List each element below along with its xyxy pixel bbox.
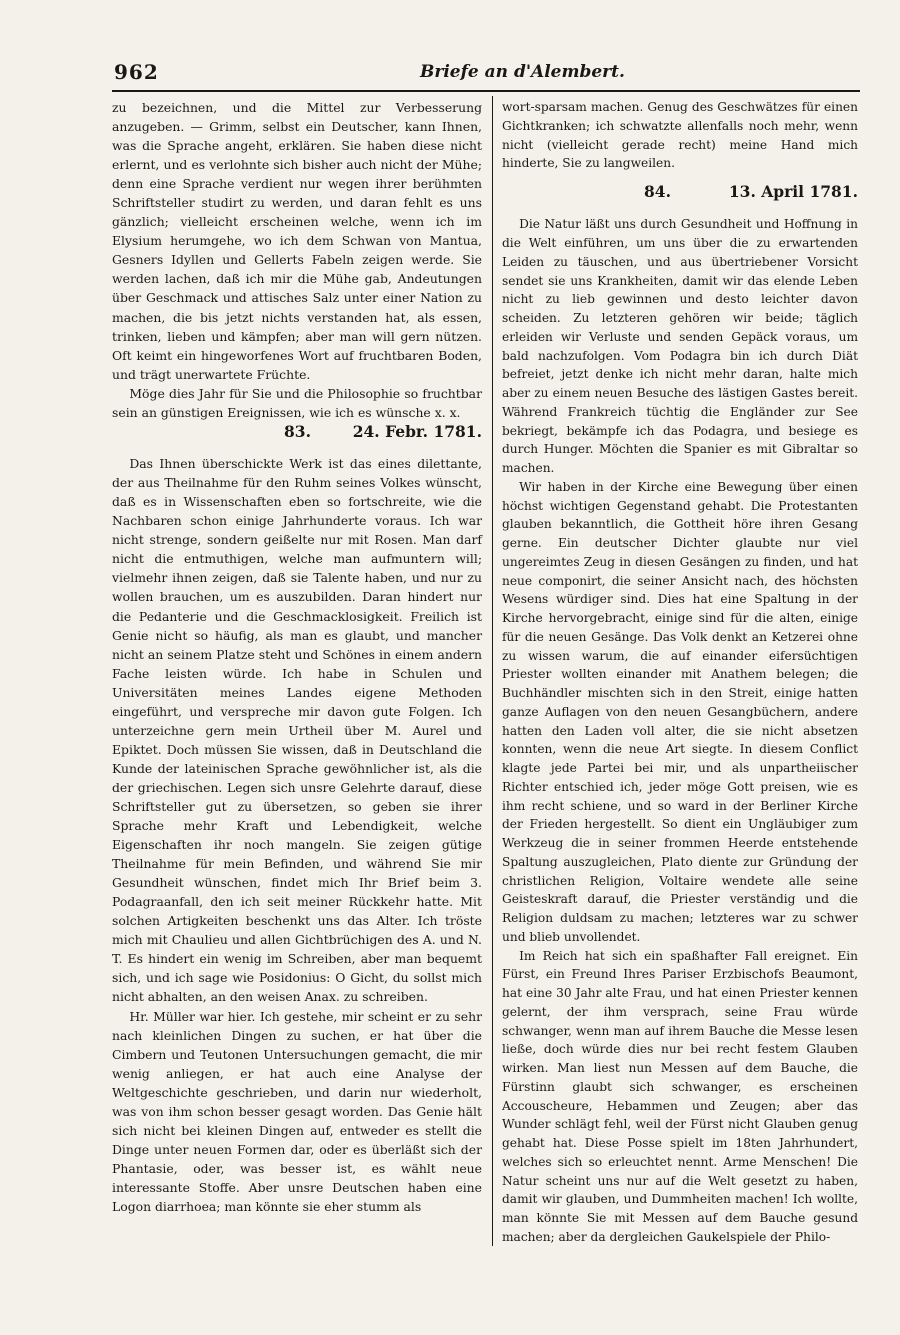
paragraph: Wir haben in der Kirche eine Bewegung über einen höchst wichtigen Gegenstand gehabt. Die Protestanten glauben bekanntlich, die Gottheit höre ihren Gesang gerne. Ein deutscher Dichter glaubte nur viel ungereimtes Zeug in diesen Gesängen zu finden, und hat neue componirt, die seiner Ansicht nach, des höchsten Wesens würdiger sind. Dies hat eine Spaltung in der Kirche hervorgebracht, einige sind für die alten, einige für die neuen Gesänge. Das Volk denkt an Ketzerei ohne zu wissen warum, die auf einander eifersüchtigen Priester wollten einander mit Anathem belegen; die Buchhändler mischten sich in den Streit, einige hatten ganze Auflagen von den neuen Gesangbüchern, andere hatten den Laden voll alter, die sie nicht absetzen konnten, wenn die neue Art siegte. In diesem Conflict klagte jede Partei bei mir, und als unpartheiischer Richter entschied ich, jeder möge Gott preisen, wie es ihm recht schiene, und so ward in der Berliner Kirche der Frieden hergestellt. So dient ein Ungläubiger zum Werkzeug die in seiner frommen Heerde entstehende Spaltung auszugleichen, Plato diente zur Gründung der christlichen Religion, Voltaire wendete alle seine Geisteskraft darauf, die Priester verständig und die Religion duldsam zu machen; letzteres war zu schwer und blieb unvollendet.	[502, 479, 858, 944]
letter-date: 13. April 1781.	[728, 182, 858, 201]
paragraph: Die Natur läßt uns durch Gesundheit und Hoffnung in die Welt einführen, um uns über die zu erwartenden Leiden zu täuschen, und aus übertriebener Vorsicht sendet sie uns Krankheiten, damit wir das elende Leben nicht zu lieb gewinnen und desto leichter davon scheiden. Zu letzteren gehören wir beide; täglich erleiden wir Verluste und senden Gepäck voraus, um bald nachzufolgen. Vom Podagra bin ich durch Diät befreiet, jetzt denke ich nicht mehr daran, halte mich aber zu einem neuen Besuche des lästigen Gastes bereit. Während Frankreich tüchtig die Engländer zur See bekriegt, bekämpfe ich das Podagra, und besiege es durch Hunger. Möchten die Spanier es mit Gibraltar so machen.	[502, 217, 858, 476]
page-number: 962	[114, 60, 159, 84]
left-column	[112, 98, 482, 1216]
right-column	[502, 98, 858, 1247]
spacer	[502, 205, 858, 215]
letter-number: 84.	[644, 182, 671, 201]
letter-number: 83.	[284, 421, 311, 441]
paragraph: Hr. Müller war hier. Ich gestehe, mir scheint er zu sehr nach kleinlichen Dingen zu suchen, er hat über die Cimbern und Teutonen Untersuchungen gemacht, die mir wenig anliegen, er hat auch eine Analyse der Weltgeschichte geschrieben, und darin nur wiederholt, was von ihm schon besser gesagt worden. Das Genie hält sich nicht bei kleinen Dingen auf, entweder es stellt die Dinge unter neuen Formen dar, oder es überläßt sich der Phantasie, oder, was besser ist, es wählt neue interessante Stoffe. Aber unsre Deutschen haben eine Logon diarrhoea; man könnte sie eher stumm als	[112, 1008, 482, 1214]
header-rule	[112, 90, 860, 92]
running-title: Briefe an d'Alembert.	[420, 62, 625, 82]
paragraph: Im Reich hat sich ein spaßhafter Fall ereignet. Ein Fürst, ein Freund Ihres Pariser Erzbischofs Beaumont, hat eine 30 Jahr alte Frau, und hat einen Priester kennen gelernt, der ihm versprach, seine Frau würde schwanger, wenn man auf ihrem Bauche die Messe lesen ließe, doch würde dies nur bei recht festem Glauben wirken. Man liest nun Messen auf dem Bauche, die Fürstinn glaubt sich schwanger, es erscheinen Accouscheure, Hebammen und Zeugen; aber das Wunder schlägt fehl, weil der Fürst nicht Glauben genug gehabt hat. Diese Posse spielt im 18ten Jahrhundert, welches sich so erleuchtet nennt. Arme Menschen! Die Natur scheint uns nur auf die Welt gesetzt zu haben, damit wir glauben, und Dummheiten machen! Ich wollte, man könnte Sie mit Messen auf dem Bauche gesund machen; aber da dergleichen Gaukelspiele der Philo-	[502, 948, 858, 1244]
paragraph: zu bezeichnen, und die Mittel zur Verbesserung anzugeben. — Grimm, selbst ein Deutscher, kann Ihnen, was die Sprache angeht, erklären. Sie haben diese nicht erlernt, und es verlohnte sich bisher auch nicht der Mühe; denn eine Sprache verdient nur wegen ihrer berühmten Schriftsteller studirt zu werden, und daran fehlt es uns gänzlich; vielleicht erscheinen welche, wenn ich im Elysium herumgehe, wo ich dem Schwan von Mantua, Gesners Idyllen und Gellerts Fabeln zeigen werde. Sie werden lachen, daß ich mir die Mühe gab, Andeutungen über Geschmack und attisches Salz unter einer Nation zu machen, die bis jetzt nichts verstanden hat, als essen, trinken, lieben und kämpfen; aber man will gern nützen. Oft keimt ein hingeworfenes Wort auf fruchtbaren Boden, und trägt unerwartete Früchte.	[112, 100, 482, 382]
letter-heading-83	[112, 422, 482, 444]
letter-date: 24. Febr. 1781.	[352, 421, 482, 441]
paragraph: Möge dies Jahr für Sie und die Philosophie so fruchtbar sein an günstigen Ereignissen, wie ich es wünsche x. x.	[112, 385, 482, 420]
paragraph: Das Ihnen überschickte Werk ist das eines dilettante, der aus Theilnahme für den Ruhm seines Volkes wünscht, daß es in Wissenschaften eben so fortschreite, wie die Nachbaren schon einige Jahrhunderte voraus. Ich war nicht strenge, sondern geißelte nur mit Rosen. Man darf nicht die entmuthigen, welche man aufmuntern will; vielmehr ihnen zeigen, daß sie Talente haben, und nur zu wollen brauchen, um es auszubilden. Daran hindert nur die Pedanterie und die Geschmacklosigkeit. Freilich ist Genie nicht so häufig, als man es glaubt, und mancher nicht an seinem Platze steht und Schönes in einem andern Fache leisten würde. Ich habe in Schulen und Universitäten meines Landes eigene Methoden eingeführt, und verspreche mir davon gute Folgen. Ich unterzeichne gern mein Urtheil über M. Aurel und Epiktet. Doch müssen Sie wissen, daß in Deutschland die Kunde der lateinischen Sprache gewöhnlicher ist, als die der griechischen. Legen sich unsre Gelehrte darauf, diese Schriftsteller gut zu übersetzen, so geben sie ihrer Sprache mehr Kraft und Lebendigkeit, welche Eigenschaften ihr noch mangeln. Sie zeigen gütige Theilnahme für mein Befinden, und während Sie mir Gesundheit wünschen, findet mich Ihr Brief beim 3. Podagraanfall, den ich seit meiner Rückkehr hatte. Mit solchen Artigkeiten beschenkt uns das Alter. Ich tröste mich mit Chaulieu und allen Gichtbrüchigen des A. und N. T. Es hindert ein wenig im Schreiben, aber man bequemt sich, und ich sage wie Posidonius: O Gicht, du sollst mich nicht abhalten, an den weisen Anax. zu schreiben.	[112, 456, 482, 1005]
paragraph: wort-sparsam machen. Genug des Geschwätzes für einen Gichtkranken; ich schwatzte allenfalls noch mehr, wenn nicht (vielleicht gerade recht) meine Hand mich hinderte, Sie zu langweilen.	[502, 100, 858, 171]
spacer	[112, 444, 482, 454]
column-divider	[492, 96, 493, 1246]
letter-heading-84	[502, 183, 858, 205]
